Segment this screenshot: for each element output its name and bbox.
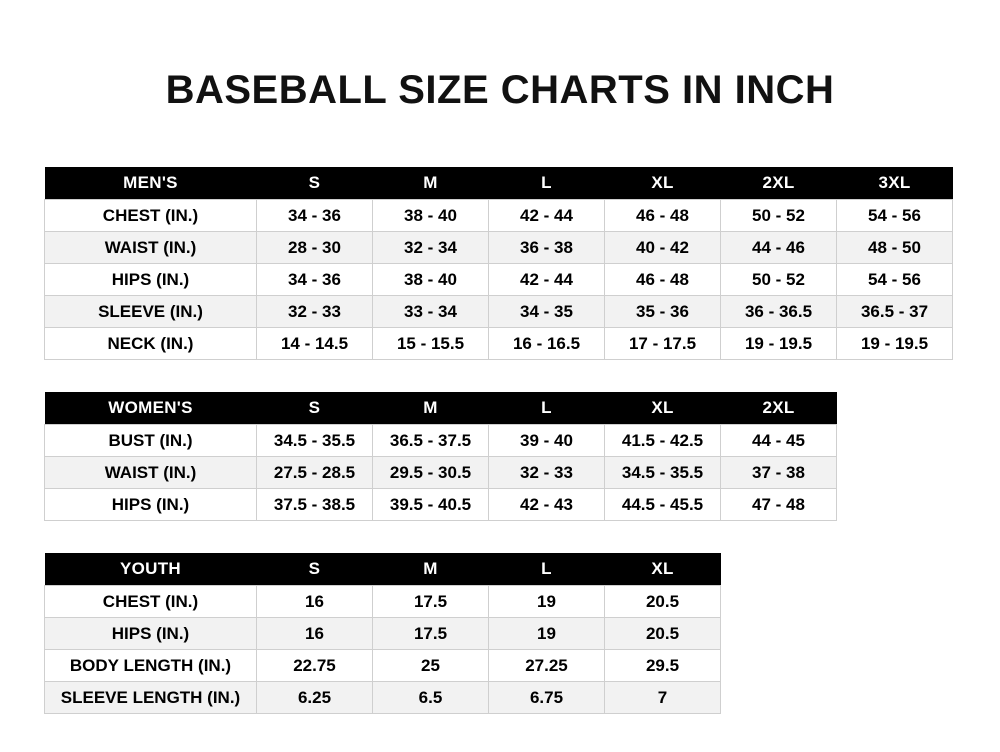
table-cell: 40 - 42 [605, 232, 721, 264]
table-cell: 19 [489, 586, 605, 618]
table-cell: 7 [605, 682, 721, 714]
table-header-cell: MEN'S [45, 167, 257, 200]
table-cell: 22.75 [257, 650, 373, 682]
table-cell: 46 - 48 [605, 264, 721, 296]
table-row [45, 650, 721, 682]
table-cell: 27.5 - 28.5 [257, 457, 373, 489]
table-row [45, 328, 953, 360]
table-cell: 36 - 36.5 [721, 296, 837, 328]
table-row [45, 200, 953, 232]
page-title: BASEBALL SIZE CHARTS IN INCH [165, 68, 835, 112]
table-cell: 44.5 - 45.5 [605, 489, 721, 521]
table-cell: 19 - 19.5 [721, 328, 837, 360]
table-row [45, 682, 721, 714]
table-header-cell: YOUTH [45, 553, 257, 586]
row-label: SLEEVE LENGTH (IN.) [45, 682, 257, 714]
table-cell: 32 - 33 [257, 296, 373, 328]
table-cell: 16 [257, 618, 373, 650]
table-cell: 29.5 [605, 650, 721, 682]
table-header-cell: M [373, 167, 489, 200]
table-cell: 46 - 48 [605, 200, 721, 232]
table-cell: 38 - 40 [373, 200, 489, 232]
row-label: NECK (IN.) [45, 328, 257, 360]
table-row [45, 457, 837, 489]
table-cell: 17.5 [373, 586, 489, 618]
youth-size-table [44, 553, 721, 714]
womens-size-table [44, 392, 837, 521]
table-header-cell: S [257, 392, 373, 425]
table-cell: 25 [373, 650, 489, 682]
table-row [45, 232, 953, 264]
table-cell: 6.5 [373, 682, 489, 714]
table-spacer [44, 360, 956, 392]
table-cell: 41.5 - 42.5 [605, 425, 721, 457]
table-row [45, 264, 953, 296]
table-cell: 36.5 - 37.5 [373, 425, 489, 457]
table-cell: 42 - 43 [489, 489, 605, 521]
table-cell: 17 - 17.5 [605, 328, 721, 360]
table-header-cell: 3XL [837, 167, 953, 200]
table-cell: 6.25 [257, 682, 373, 714]
table-spacer [44, 521, 956, 553]
row-label: SLEEVE (IN.) [45, 296, 257, 328]
table-cell: 20.5 [605, 618, 721, 650]
table-row [45, 296, 953, 328]
tables-container [0, 167, 1000, 714]
table-cell: 36 - 38 [489, 232, 605, 264]
table-cell: 34.5 - 35.5 [605, 457, 721, 489]
table-cell: 32 - 33 [489, 457, 605, 489]
table-cell: 34.5 - 35.5 [257, 425, 373, 457]
table-header-cell: 2XL [721, 167, 837, 200]
table-cell: 34 - 36 [257, 200, 373, 232]
table-cell: 39.5 - 40.5 [373, 489, 489, 521]
table-cell: 35 - 36 [605, 296, 721, 328]
table-header-cell: XL [605, 553, 721, 586]
row-label: HIPS (IN.) [45, 489, 257, 521]
table-cell: 44 - 46 [721, 232, 837, 264]
table-row [45, 425, 837, 457]
table-header-cell: S [257, 167, 373, 200]
table-cell: 27.25 [489, 650, 605, 682]
table-cell: 54 - 56 [837, 200, 953, 232]
table-row [45, 586, 721, 618]
table-cell: 54 - 56 [837, 264, 953, 296]
row-label: CHEST (IN.) [45, 200, 257, 232]
table-row [45, 489, 837, 521]
row-label: WAIST (IN.) [45, 457, 257, 489]
table-cell: 34 - 35 [489, 296, 605, 328]
table-header-cell: M [373, 553, 489, 586]
row-label: HIPS (IN.) [45, 618, 257, 650]
table-header-cell: L [489, 553, 605, 586]
table-cell: 48 - 50 [837, 232, 953, 264]
table-cell: 29.5 - 30.5 [373, 457, 489, 489]
row-label: BODY LENGTH (IN.) [45, 650, 257, 682]
table-row [45, 618, 721, 650]
table-header-cell: M [373, 392, 489, 425]
table-cell: 39 - 40 [489, 425, 605, 457]
table-header-cell: 2XL [721, 392, 837, 425]
table-header-row [45, 167, 953, 200]
table-cell: 16 [257, 586, 373, 618]
table-header-row [45, 392, 837, 425]
table-header-cell: XL [605, 167, 721, 200]
row-label: HIPS (IN.) [45, 264, 257, 296]
table-header-row [45, 553, 721, 586]
row-label: BUST (IN.) [45, 425, 257, 457]
table-cell: 19 [489, 618, 605, 650]
table-cell: 44 - 45 [721, 425, 837, 457]
mens-size-table [44, 167, 953, 360]
table-cell: 37 - 38 [721, 457, 837, 489]
table-cell: 6.75 [489, 682, 605, 714]
table-cell: 33 - 34 [373, 296, 489, 328]
table-cell: 19 - 19.5 [837, 328, 953, 360]
table-cell: 17.5 [373, 618, 489, 650]
table-cell: 28 - 30 [257, 232, 373, 264]
table-cell: 50 - 52 [721, 264, 837, 296]
table-cell: 15 - 15.5 [373, 328, 489, 360]
row-label: CHEST (IN.) [45, 586, 257, 618]
table-cell: 36.5 - 37 [837, 296, 953, 328]
table-cell: 38 - 40 [373, 264, 489, 296]
table-cell: 37.5 - 38.5 [257, 489, 373, 521]
table-cell: 20.5 [605, 586, 721, 618]
table-cell: 32 - 34 [373, 232, 489, 264]
table-header-cell: L [489, 392, 605, 425]
table-header-cell: L [489, 167, 605, 200]
table-header-cell: S [257, 553, 373, 586]
table-cell: 16 - 16.5 [489, 328, 605, 360]
table-cell: 50 - 52 [721, 200, 837, 232]
row-label: WAIST (IN.) [45, 232, 257, 264]
table-cell: 47 - 48 [721, 489, 837, 521]
table-cell: 34 - 36 [257, 264, 373, 296]
table-cell: 42 - 44 [489, 264, 605, 296]
table-header-cell: XL [605, 392, 721, 425]
table-cell: 42 - 44 [489, 200, 605, 232]
table-header-cell: WOMEN'S [45, 392, 257, 425]
table-cell: 14 - 14.5 [257, 328, 373, 360]
